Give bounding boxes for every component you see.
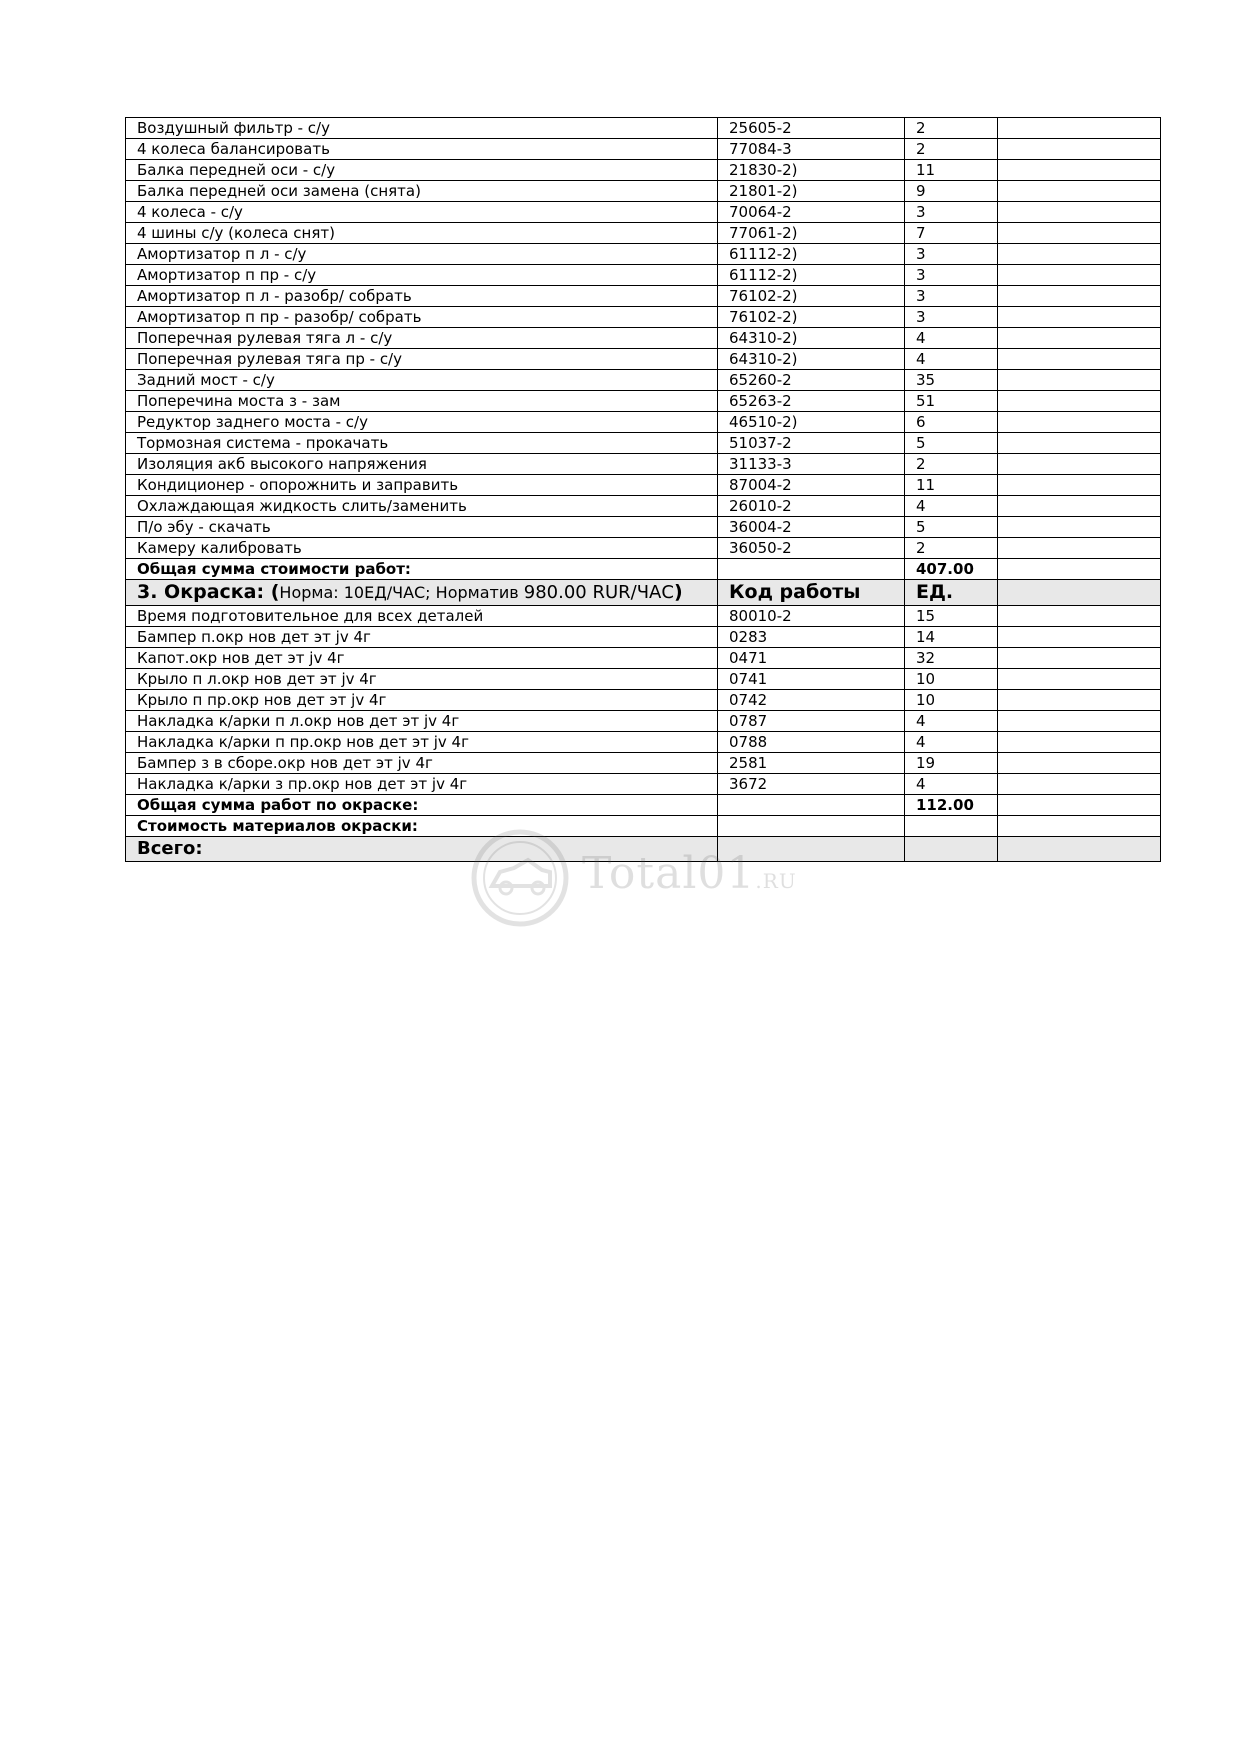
- work-units-cell: 3: [905, 307, 998, 328]
- work-row: [126, 496, 1161, 517]
- empty-cell: [998, 391, 1161, 412]
- painting-row: [126, 606, 1161, 627]
- work-row: [126, 118, 1161, 139]
- work-code-cell: 77084-3: [718, 139, 905, 160]
- work-units-cell: 3: [905, 202, 998, 223]
- work-name-cell: Редуктор заднего моста - с/у: [126, 412, 718, 433]
- painting-closing: ): [673, 581, 683, 603]
- work-name-cell: Амортизатор п пр - с/у: [126, 265, 718, 286]
- work-units-cell: 4: [905, 732, 998, 753]
- work-name-cell: Воздушный фильтр - с/у: [126, 118, 718, 139]
- work-name-cell: Балка передней оси замена (снята): [126, 181, 718, 202]
- empty-cell: [998, 118, 1161, 139]
- work-code-cell: 0741: [718, 669, 905, 690]
- painting-header-row: [126, 580, 1161, 606]
- work-code-cell: 0283: [718, 627, 905, 648]
- painting-row: [126, 711, 1161, 732]
- work-code-cell: 64310-2): [718, 328, 905, 349]
- work-name-cell: Амортизатор п л - с/у: [126, 244, 718, 265]
- work-code-cell: 3672: [718, 774, 905, 795]
- empty-cell: [998, 160, 1161, 181]
- work-code-cell: 21830-2): [718, 160, 905, 181]
- work-name-cell: Тормозная система - прокачать: [126, 433, 718, 454]
- work-row: [126, 349, 1161, 370]
- materials-label: Стоимость материалов окраски:: [126, 816, 718, 837]
- work-units-cell: 35: [905, 370, 998, 391]
- work-units-cell: 7: [905, 223, 998, 244]
- empty-cell: [998, 774, 1161, 795]
- grand-total-label: Всего:: [126, 837, 718, 862]
- estimate-table: [125, 117, 1161, 862]
- empty-cell: [998, 753, 1161, 774]
- work-units-cell: 15: [905, 606, 998, 627]
- work-units-cell: 2: [905, 454, 998, 475]
- work-code-cell: 36004-2: [718, 517, 905, 538]
- empty-cell: [998, 370, 1161, 391]
- work-units-cell: 2: [905, 538, 998, 559]
- work-units-cell: 3: [905, 244, 998, 265]
- work-code-cell: 0788: [718, 732, 905, 753]
- works-total-row: [126, 559, 1161, 580]
- work-units-cell: 4: [905, 328, 998, 349]
- painting-total-row: [126, 795, 1161, 816]
- work-row: [126, 265, 1161, 286]
- work-name-cell: Изоляция акб высокого напряжения: [126, 454, 718, 475]
- units-column-header: ЕД.: [916, 581, 954, 603]
- work-code-cell: 0742: [718, 690, 905, 711]
- work-row: [126, 160, 1161, 181]
- watermark: [470, 828, 797, 928]
- work-code-cell: 80010-2: [718, 606, 905, 627]
- work-code-cell: 21801-2): [718, 181, 905, 202]
- empty-cell: [998, 538, 1161, 559]
- work-name-cell: Поперечина моста з - зам: [126, 391, 718, 412]
- work-code-cell: 25605-2: [718, 118, 905, 139]
- empty-cell: [998, 627, 1161, 648]
- work-row: [126, 202, 1161, 223]
- empty-cell: [998, 244, 1161, 265]
- empty-cell: [998, 517, 1161, 538]
- work-code-cell: 2581: [718, 753, 905, 774]
- painting-row: [126, 669, 1161, 690]
- work-name-cell: Бампер з в сборе.окр нов дет эт jv 4г: [126, 753, 718, 774]
- work-code-cell: 31133-3: [718, 454, 905, 475]
- works-total-label: Общая сумма стоимости работ:: [126, 559, 718, 580]
- work-units-cell: 2: [905, 118, 998, 139]
- watermark-car-icon: [470, 828, 570, 928]
- work-units-cell: 4: [905, 774, 998, 795]
- work-units-cell: 4: [905, 711, 998, 732]
- work-row: [126, 139, 1161, 160]
- work-code-cell: 46510-2): [718, 412, 905, 433]
- work-name-cell: Амортизатор п пр - разобр/ собрать: [126, 307, 718, 328]
- work-row: [126, 223, 1161, 244]
- work-code-cell: 65260-2: [718, 370, 905, 391]
- work-name-cell: Бампер п.окр нов дет эт jv 4г: [126, 627, 718, 648]
- work-code-cell: 0787: [718, 711, 905, 732]
- work-name-cell: Кондиционер - опорожнить и заправить: [126, 475, 718, 496]
- painting-header: [126, 580, 718, 606]
- work-name-cell: Крыло п л.окр нов дет эт jv 4г: [126, 669, 718, 690]
- work-name-cell: 4 колеса балансировать: [126, 139, 718, 160]
- empty-cell: [998, 711, 1161, 732]
- empty-cell: [998, 732, 1161, 753]
- watermark-text: Total01.RU: [582, 848, 797, 899]
- painting-row: [126, 753, 1161, 774]
- work-code-cell: 64310-2): [718, 349, 905, 370]
- empty-cell: [998, 307, 1161, 328]
- work-units-cell: 10: [905, 669, 998, 690]
- empty-cell: [998, 496, 1161, 517]
- painting-row: [126, 690, 1161, 711]
- work-code-cell: 70064-2: [718, 202, 905, 223]
- work-code-cell: 77061-2): [718, 223, 905, 244]
- work-code-cell: 61112-2): [718, 244, 905, 265]
- painting-total-label: Общая сумма работ по окраске:: [126, 795, 718, 816]
- painting-row: [126, 648, 1161, 669]
- empty-cell: [998, 139, 1161, 160]
- work-units-cell: 9: [905, 181, 998, 202]
- work-name-cell: Поперечная рулевая тяга л - с/у: [126, 328, 718, 349]
- empty-cell: [998, 328, 1161, 349]
- work-name-cell: Поперечная рулевая тяга пр - с/у: [126, 349, 718, 370]
- painting-total-value: 112.00: [905, 795, 998, 816]
- work-row: [126, 412, 1161, 433]
- empty-cell: [998, 223, 1161, 244]
- painting-row: [126, 774, 1161, 795]
- empty-cell: [998, 202, 1161, 223]
- work-name-cell: Накладка к/арки п л.окр нов дет эт jv 4г: [126, 711, 718, 732]
- work-units-cell: 11: [905, 160, 998, 181]
- work-code-cell: 0471: [718, 648, 905, 669]
- work-row: [126, 286, 1161, 307]
- work-units-cell: 51: [905, 391, 998, 412]
- work-name-cell: Амортизатор п л - разобр/ собрать: [126, 286, 718, 307]
- painting-norm-label: Норма: 10ЕД/ЧАС; Норматив: [279, 583, 524, 602]
- work-code-cell: 26010-2: [718, 496, 905, 517]
- work-name-cell: 4 колеса - с/у: [126, 202, 718, 223]
- work-code-cell: 76102-2): [718, 286, 905, 307]
- work-row: [126, 307, 1161, 328]
- work-units-cell: 14: [905, 627, 998, 648]
- work-code-cell: 61112-2): [718, 265, 905, 286]
- work-row: [126, 517, 1161, 538]
- work-name-cell: Накладка к/арки з пр.окр нов дет эт jv 4г: [126, 774, 718, 795]
- empty-cell: [998, 454, 1161, 475]
- painting-section: [126, 606, 1161, 795]
- painting-row: [126, 627, 1161, 648]
- work-code-cell: 87004-2: [718, 475, 905, 496]
- painting-norm-value: 980.00 RUR/ЧАС: [523, 582, 674, 603]
- work-units-cell: 3: [905, 265, 998, 286]
- work-units-cell: 4: [905, 349, 998, 370]
- work-name-cell: 4 шины с/у (колеса снят): [126, 223, 718, 244]
- empty-cell: [998, 412, 1161, 433]
- work-units-cell: 10: [905, 690, 998, 711]
- painting-title: 3. Окраска: (: [137, 581, 280, 603]
- empty-cell: [998, 690, 1161, 711]
- empty-cell: [998, 648, 1161, 669]
- work-name-cell: Крыло п пр.окр нов дет эт jv 4г: [126, 690, 718, 711]
- painting-row: [126, 732, 1161, 753]
- empty-cell: [998, 181, 1161, 202]
- work-name-cell: Капот.окр нов дет эт jv 4г: [126, 648, 718, 669]
- work-row: [126, 454, 1161, 475]
- work-code-cell: 65263-2: [718, 391, 905, 412]
- work-row: [126, 433, 1161, 454]
- work-row: [126, 538, 1161, 559]
- work-units-cell: 11: [905, 475, 998, 496]
- empty-cell: [998, 669, 1161, 690]
- works-section: [126, 118, 1161, 559]
- empty-cell: [998, 286, 1161, 307]
- work-units-cell: 2: [905, 139, 998, 160]
- work-units-cell: 5: [905, 517, 998, 538]
- work-units-cell: 4: [905, 496, 998, 517]
- empty-cell: [998, 265, 1161, 286]
- work-name-cell: Камеру калибровать: [126, 538, 718, 559]
- work-row: [126, 244, 1161, 265]
- empty-cell: [998, 606, 1161, 627]
- work-units-cell: 6: [905, 412, 998, 433]
- work-name-cell: Накладка к/арки п пр.окр нов дет эт jv 4г: [126, 732, 718, 753]
- work-code-cell: 51037-2: [718, 433, 905, 454]
- code-column-header: Код работы: [729, 581, 861, 603]
- empty-cell: [998, 475, 1161, 496]
- works-total-value: 407.00: [905, 559, 998, 580]
- work-code-cell: 36050-2: [718, 538, 905, 559]
- work-units-cell: 32: [905, 648, 998, 669]
- work-row: [126, 475, 1161, 496]
- work-name-cell: Охлаждающая жидкость слить/заменить: [126, 496, 718, 517]
- work-units-cell: 3: [905, 286, 998, 307]
- work-name-cell: Задний мост - с/у: [126, 370, 718, 391]
- work-name-cell: П/о эбу - скачать: [126, 517, 718, 538]
- work-name-cell: Время подготовительное для всех деталей: [126, 606, 718, 627]
- empty-cell: [998, 349, 1161, 370]
- empty-cell: [998, 433, 1161, 454]
- work-units-cell: 19: [905, 753, 998, 774]
- work-code-cell: 76102-2): [718, 307, 905, 328]
- work-name-cell: Балка передней оси - с/у: [126, 160, 718, 181]
- work-units-cell: 5: [905, 433, 998, 454]
- work-row: [126, 370, 1161, 391]
- work-row: [126, 391, 1161, 412]
- work-row: [126, 328, 1161, 349]
- work-row: [126, 181, 1161, 202]
